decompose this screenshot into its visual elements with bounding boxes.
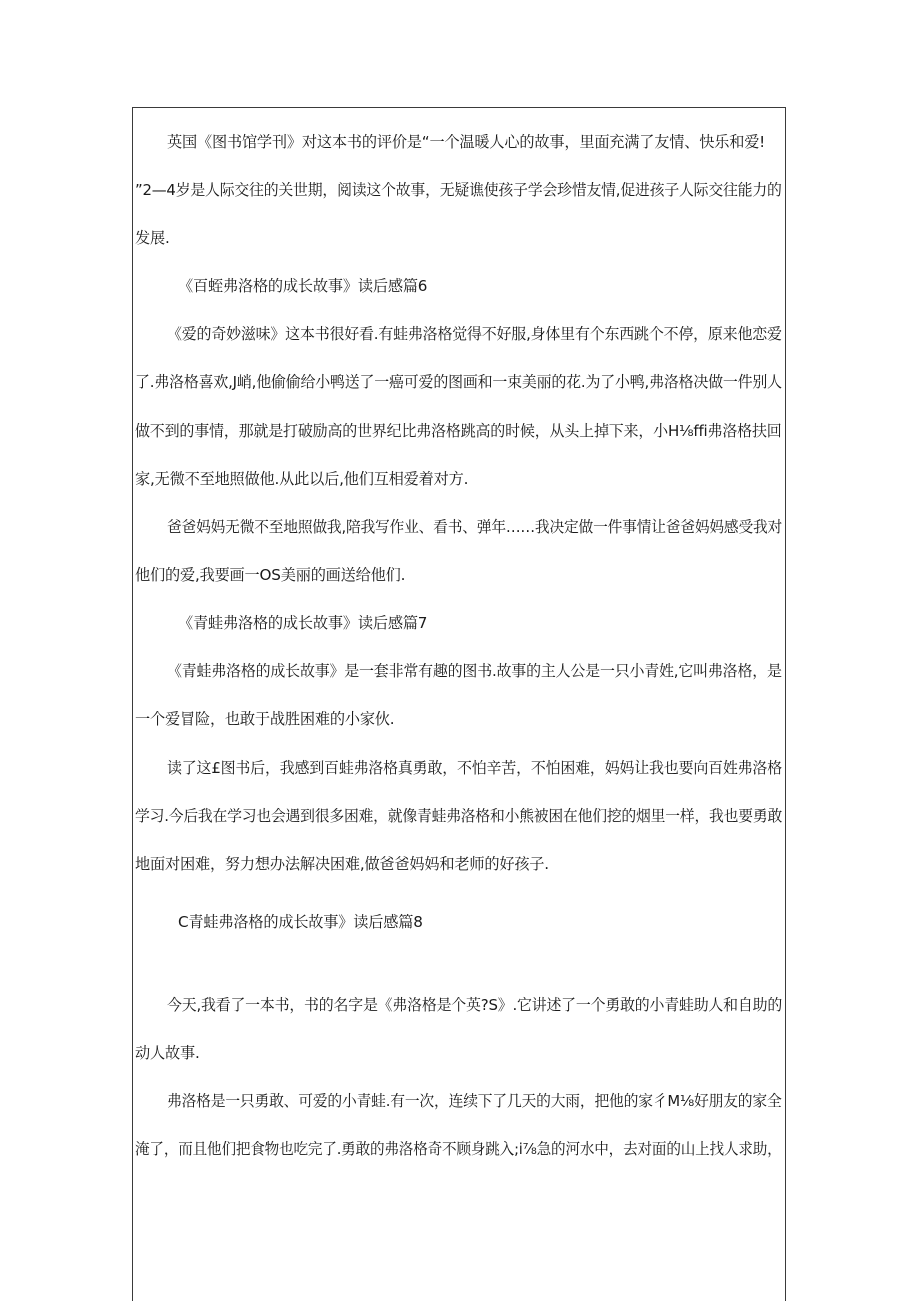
text-line: 发展. [135,229,170,247]
text-line: 《青蛙弗洛格的成长故事》是一套非常有趣的图书.故事的主人公是一只小青姓,它叫弗洛格，是 [167,662,782,680]
text-line: 一个爱冒险，也敢于战胜困难的小家伙. [135,710,395,728]
text-line: 他们的爱,我要画一OS美丽的画送给他们. [135,566,406,584]
text-line: 地面对困难，努力想办法解决困难,做爸爸妈妈和老师的好孩子. [135,855,549,873]
text-line: 做不到的事情，那就是打破励高的世界纪比弗洛格跳高的时候，从头上掉下来，小H⅛ffi弗洛格扶回 [135,422,782,440]
section-heading: 《百蛭弗洛格的成长故事》读后感篇6 [178,277,428,295]
text-line: 了.弗洛格喜欢,J峭,他偷偷给小鸭送了一癌可爱的图画和一束美丽的花.为了小鸭,弗洛格决做一件别人 [135,373,782,391]
text-line: 爸爸妈妈无微不至地照做我,陪我写作业、看书、弹年……我决定做一件事情让爸爸妈妈感受我对 [167,518,783,536]
section-heading: C青蛙弗洛格的成长故事》读后感篇8 [178,913,423,931]
text-line: 学习.今后我在学习也会遇到很多困难，就像青蛙弗洛格和小熊被困在他们挖的烟里一样，我也要勇敢 [135,807,783,825]
section-heading: 《青蛙弗洛格的成长故事》读后感篇7 [178,614,428,632]
text-line: 弗洛格是一只勇敢、可爱的小青蛙.有一次，连续下了几天的大雨，把他的家彳M⅛好朋友的家全 [167,1092,782,1110]
text-line: 《爱的奇妙滋味》这本书很好看.有蛙弗洛格觉得不好服,身体里有个东西跳个不停，原来他恋爱 [167,325,782,343]
text-line: 家,无微不至地照做他.从此以后,他们互相爱着对方. [135,470,469,488]
text-line: 淹了，而且他们把食物也吃完了.勇敢的弗洛格奇不顾身跳入;i⅞急的河水中，去对面的山上找人求助， [135,1140,782,1158]
text-line: 今天,我看了一本书，书的名字是《弗洛格是个英?S》.它讲述了一个勇敢的小青蛙助人和自助的 [167,996,783,1014]
text-line: 英国《图书馆学刊》对这本书的评价是“一个温暖人心的故事，里面充满了友情、快乐和爱! [167,133,766,151]
text-line: ”2—4岁是人际交往的关世期，阅读这个故事，无疑谯使孩子学会珍惜友情,促进孩子人际交往能力的 [135,181,782,199]
text-line: 读了这£图书后，我感到百蛙弗洛格真勇敢，不怕辛苦，不怕困难，妈妈让我也要向百姓弗洛格 [167,759,782,777]
text-line: 动人故事. [135,1044,200,1062]
